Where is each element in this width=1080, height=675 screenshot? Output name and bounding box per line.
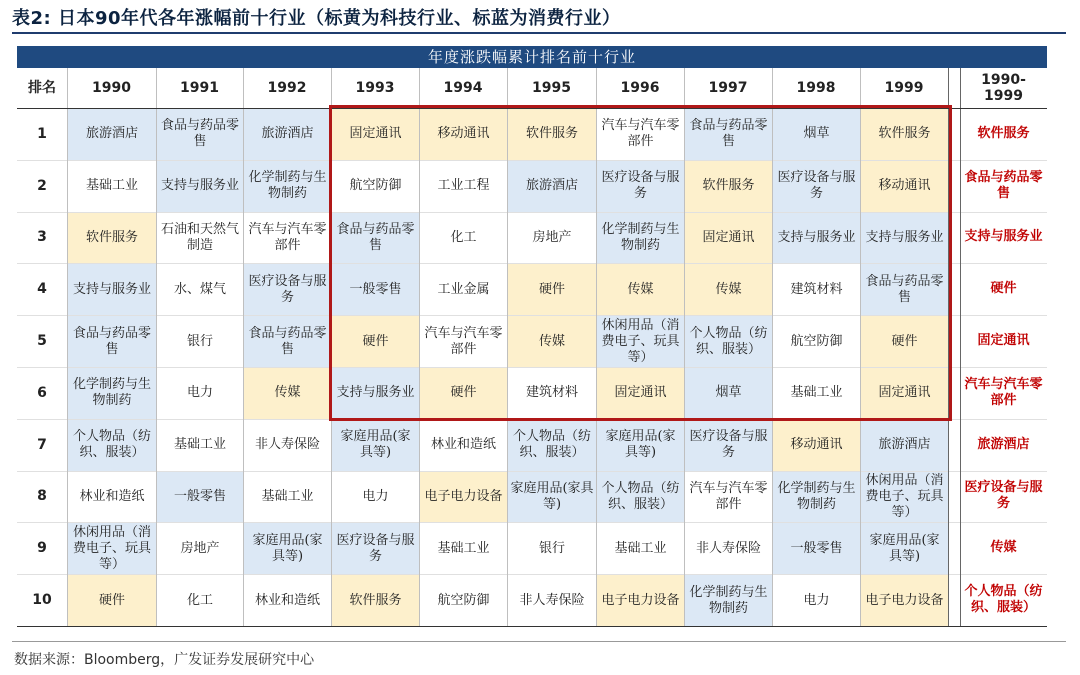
industry-cell: 移动通讯 (420, 109, 507, 160)
industry-cell: 硬件 (332, 316, 419, 367)
industry-cell: 固定通讯 (861, 368, 948, 419)
industry-cell: 房地产 (532, 229, 572, 245)
column-header: 1995 (532, 80, 571, 96)
industry-cell: 汽车与汽车零部件 (601, 118, 680, 150)
column-header: 1994 (443, 80, 483, 96)
decade-summary-cell: 软件服务 (977, 125, 1030, 141)
industry-cell: 银行 (538, 540, 565, 556)
decade-summary-cell: 支持与服务业 (964, 229, 1043, 245)
industry-cell: 软件服务 (508, 109, 596, 160)
industry-cell: 工业金属 (437, 281, 490, 297)
decade-summary-cell: 旅游酒店 (977, 436, 1030, 452)
decade-summary-cell: 固定通讯 (977, 333, 1030, 349)
industry-cell: 医疗设备与服务 (685, 420, 772, 471)
industry-cell: 化学制药与生物制药 (685, 575, 772, 626)
industry-cell: 银行 (186, 333, 213, 349)
row-divider (17, 574, 1047, 575)
column-divider (684, 68, 685, 626)
row-divider (17, 263, 1047, 264)
industry-cell: 基础工业 (173, 437, 226, 453)
column-header: 1990-1999 (981, 72, 1026, 104)
industry-cell: 家庭用品(家具等) (861, 523, 948, 574)
industry-cell: 电力 (803, 592, 830, 608)
decade-summary-cell: 医疗设备与服务 (964, 480, 1043, 512)
rank-cell: 2 (37, 177, 47, 194)
column-divider (772, 68, 773, 626)
industry-cell: 个人物品（纺织、服装） (68, 420, 156, 471)
industry-cell: 旅游酒店 (861, 420, 948, 471)
industry-cell: 航空防御 (437, 592, 490, 608)
decade-summary-cell: 个人物品（纺织、服装） (964, 584, 1043, 616)
industry-cell: 家庭用品(家具等) (332, 420, 419, 471)
industry-cell: 家庭用品(家具等) (244, 523, 331, 574)
industry-cell: 基础工业 (437, 540, 490, 556)
row-divider (17, 160, 1047, 161)
industry-cell: 一般零售 (332, 264, 419, 315)
rank-cell: 5 (37, 333, 47, 350)
column-divider (67, 68, 68, 626)
industry-cell: 房地产 (180, 540, 220, 556)
industry-cell: 非人寿保险 (519, 592, 585, 608)
column-divider (243, 68, 244, 626)
column-divider (948, 68, 949, 626)
column-header: 1993 (355, 80, 395, 96)
column-divider (596, 68, 597, 626)
industry-cell: 化学制药与生物制药 (597, 213, 684, 264)
industry-cell: 一般零售 (773, 523, 860, 574)
industry-cell: 传媒 (597, 264, 684, 315)
rank-cell: 4 (37, 281, 47, 298)
industry-cell: 休闲用品（消费电子、玩具等） (597, 316, 684, 367)
column-divider (960, 68, 961, 626)
industry-cell: 食品与药品零售 (861, 264, 948, 315)
row-divider (17, 367, 1047, 368)
industry-cell: 烟草 (773, 109, 860, 160)
industry-cell: 旅游酒店 (68, 109, 156, 160)
industry-cell: 食品与药品零售 (68, 316, 156, 367)
industry-cell: 石油和天然气制造 (160, 221, 239, 253)
industry-cell: 传媒 (685, 264, 772, 315)
industry-cell: 休闲用品（消费电子、玩具等） (861, 472, 948, 523)
industry-cell: 移动通讯 (773, 420, 860, 471)
industry-cell: 移动通讯 (861, 161, 948, 212)
column-divider (331, 68, 332, 626)
industry-cell: 家庭用品(家具等) (597, 420, 684, 471)
rank-cell: 9 (37, 540, 47, 557)
industry-cell: 软件服务 (685, 161, 772, 212)
industry-cell: 食品与药品零售 (244, 316, 331, 367)
table-title: 表2: 日本90年代各年涨幅前十行业（标黄为科技行业、标蓝为消费行业） (12, 8, 621, 29)
industry-cell: 航空防御 (349, 178, 402, 194)
industry-cell: 工业工程 (437, 178, 490, 194)
industry-cell: 硬件 (508, 264, 596, 315)
column-header: 1996 (620, 80, 660, 96)
column-divider (860, 68, 861, 626)
industry-cell: 电子电力设备 (861, 575, 948, 626)
industry-cell: 软件服务 (68, 213, 156, 264)
industry-cell: 水、煤气 (173, 281, 226, 297)
industry-cell: 软件服务 (861, 109, 948, 160)
industry-cell: 化工 (450, 229, 477, 245)
decade-summary-cell: 传媒 (990, 540, 1017, 556)
row-divider (17, 419, 1047, 420)
row-divider (17, 522, 1047, 523)
industry-cell: 航空防御 (790, 333, 843, 349)
industry-cell: 个人物品（纺织、服装） (508, 420, 596, 471)
row-divider (17, 212, 1047, 213)
industry-cell: 电子电力设备 (420, 472, 507, 523)
rank-cell: 3 (37, 229, 47, 246)
industry-cell: 基础工业 (614, 540, 667, 556)
industry-cell: 医疗设备与服务 (773, 161, 860, 212)
column-header: 1992 (267, 80, 307, 96)
column-header: 1998 (796, 80, 836, 96)
row-divider (17, 315, 1047, 316)
industry-cell: 化工 (186, 592, 213, 608)
industry-cell: 建筑材料 (525, 385, 578, 401)
industry-cell: 汽车与汽车零部件 (248, 221, 327, 253)
industry-cell: 软件服务 (332, 575, 419, 626)
industry-cell: 基础工业 (85, 178, 138, 194)
industry-cell: 烟草 (685, 368, 772, 419)
industry-cell: 林业和造纸 (79, 488, 145, 504)
industry-cell: 食品与药品零售 (157, 109, 243, 160)
column-header: 1990 (92, 80, 131, 96)
table-banner: 年度涨跌幅累计排名前十行业 (17, 46, 1047, 68)
industry-cell: 支持与服务业 (68, 264, 156, 315)
industry-cell: 家庭用品(家具等) (508, 472, 596, 523)
industry-cell: 硬件 (420, 368, 507, 419)
rank-cell: 8 (37, 488, 47, 505)
column-header: 排名 (28, 80, 56, 96)
column-header: 1997 (708, 80, 748, 96)
column-divider (507, 68, 508, 626)
industry-cell: 硬件 (861, 316, 948, 367)
column-divider (419, 68, 420, 626)
industry-cell: 林业和造纸 (254, 592, 320, 608)
industry-cell: 非人寿保险 (254, 437, 320, 453)
column-divider (156, 68, 157, 626)
industry-cell: 个人物品（纺织、服装） (597, 472, 684, 523)
industry-cell: 电子电力设备 (597, 575, 684, 626)
industry-cell: 个人物品（纺织、服装） (685, 316, 772, 367)
decade-summary-cell: 汽车与汽车零部件 (964, 376, 1043, 408)
industry-cell: 医疗设备与服务 (244, 264, 331, 315)
industry-cell: 汽车与汽车零部件 (689, 480, 768, 512)
industry-cell: 建筑材料 (790, 281, 843, 297)
industry-cell: 医疗设备与服务 (597, 161, 684, 212)
decade-summary-cell: 硬件 (990, 281, 1017, 297)
source-divider (12, 641, 1066, 642)
industry-cell: 林业和造纸 (430, 437, 496, 453)
industry-cell: 支持与服务业 (861, 213, 948, 264)
industry-cell: 旅游酒店 (508, 161, 596, 212)
source-note: 数据来源：Bloomberg，广发证券发展研究中心 (14, 652, 315, 668)
industry-cell: 医疗设备与服务 (332, 523, 419, 574)
industry-cell: 休闲用品（消费电子、玩具等） (68, 523, 156, 574)
industry-cell: 食品与药品零售 (332, 213, 419, 264)
rank-cell: 10 (32, 592, 52, 609)
rank-cell: 6 (37, 384, 47, 401)
industry-cell: 支持与服务业 (332, 368, 419, 419)
industry-cell: 非人寿保险 (695, 540, 761, 556)
industry-cell: 固定通讯 (685, 213, 772, 264)
industry-cell: 食品与药品零售 (685, 109, 772, 160)
industry-cell: 基础工业 (261, 488, 314, 504)
title-divider (12, 32, 1066, 34)
industry-cell: 硬件 (68, 575, 156, 626)
industry-cell: 化学制药与生物制药 (68, 368, 156, 419)
industry-cell: 电力 (186, 385, 213, 401)
row-divider (17, 471, 1047, 472)
industry-cell: 汽车与汽车零部件 (424, 325, 503, 357)
column-header: 1999 (884, 80, 924, 96)
industry-cell: 基础工业 (790, 385, 843, 401)
rank-cell: 7 (37, 436, 47, 453)
header-divider (17, 108, 1047, 109)
industry-cell: 旅游酒店 (244, 109, 331, 160)
industry-cell: 传媒 (244, 368, 331, 419)
industry-cell: 化学制药与生物制药 (773, 472, 860, 523)
column-header: 1991 (180, 80, 219, 96)
industry-cell: 传媒 (508, 316, 596, 367)
industry-cell: 支持与服务业 (157, 161, 243, 212)
table-bottom-divider (17, 626, 1047, 627)
industry-cell: 一般零售 (157, 472, 243, 523)
industry-cell: 固定通讯 (597, 368, 684, 419)
industry-cell: 支持与服务业 (773, 213, 860, 264)
industry-cell: 化学制药与生物制药 (244, 161, 331, 212)
decade-summary-cell: 食品与药品零售 (964, 169, 1043, 201)
industry-cell: 固定通讯 (332, 109, 419, 160)
rank-cell: 1 (37, 125, 47, 142)
industry-cell: 电力 (362, 488, 389, 504)
